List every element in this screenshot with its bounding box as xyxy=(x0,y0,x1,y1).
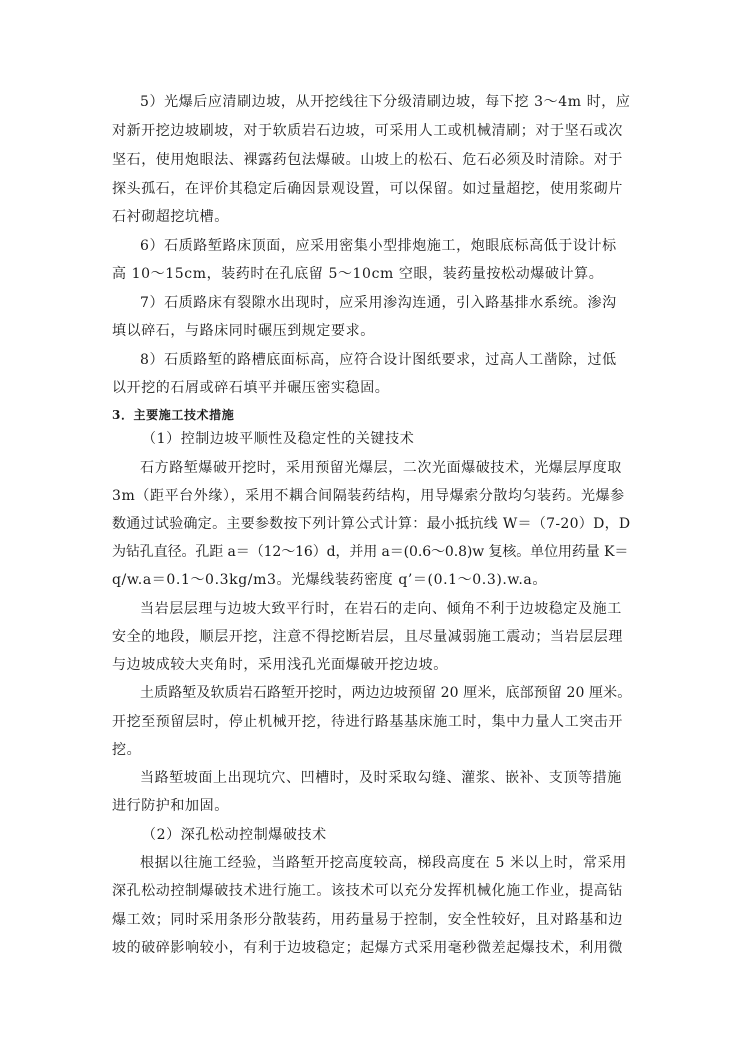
sub1-para2-line-3: 与边坡成较大夹角时，采用浅孔光面爆破开挖边坡。 xyxy=(112,657,448,673)
sub2-title: （2）深孔松动控制爆破技术 xyxy=(142,827,327,843)
item7-line-2: 填以碎石，与路床同时碾压到规定要求。 xyxy=(112,323,375,339)
sub2-para1-line-4: 坡的破碎影响较小，有利于边坡稳定；起爆方式采用毫秒微差起爆技术，利用微 xyxy=(112,940,623,956)
sub1-title: （1）控制边坡平顺性及稳定性的关键技术 xyxy=(142,431,415,447)
sub1-para1-line-3: 数通过试验确定。主要参数按下列计算公式计算：最小抵抗线 W＝（7-20）D，D xyxy=(112,516,631,532)
item5-line-3: 坚石，使用炮眼法、裸露药包法爆破。山坡上的松石、危石必须及时清除。对于 xyxy=(112,152,623,168)
sub1-para3-line-2: 开挖至预留层时，停止机械开挖，待进行路基基床施工时，集中力量人工突击开 xyxy=(112,714,623,730)
sub1-para2-line-1: 当岩层层理与边坡大致平行时，在岩石的走向、倾角不利于边坡稳定及施工 xyxy=(140,601,622,617)
sub1-para1-line-5: q/w.a＝0.1～0.3kg/m3。光爆线装药密度 q’＝(0.1～0.3).w.a。 xyxy=(112,572,547,588)
item8-line-1: 8）石质路堑的路槽底面标高，应符合设计图纸要求，过高人工凿除，过低 xyxy=(140,352,617,368)
sub2-para1-line-3: 爆工效；同时采用条形分散装药，用药量易于控制，安全性较好，且对路基和边 xyxy=(112,912,623,928)
sub1-para1-line-2: 3m（距平台外缘），采用不耦合间隔装药结构，用导爆索分散均匀装药。光爆参 xyxy=(112,488,625,504)
item6-line-1: 6）石质路堑路床顶面，应采用密集小型排炮施工，炮眼底标高低于设计标 xyxy=(140,238,617,254)
item8-line-2: 以开挖的石屑或碎石填平并碾压密实稳固。 xyxy=(112,380,390,396)
item5-line-5: 石衬砌超挖坑槽。 xyxy=(112,209,229,225)
item6-line-2: 高 10～15cm，装药时在孔底留 5～10cm 空眼，装药量按松动爆破计算。 xyxy=(112,266,604,282)
section3-heading: 3．主要施工技术措施 xyxy=(112,408,235,422)
sub1-para4-line-1: 当路堑坡面上出现坑穴、凹槽时，及时采取勾缝、灌浆、嵌补、支顶等措施 xyxy=(140,770,622,786)
item5-line-2: 对新开挖边坡刷坡，对于软质岩石边坡，可采用人工或机械清刷；对于坚石或次 xyxy=(112,123,623,139)
sub2-para1-line-2: 深孔松动控制爆破技术进行施工。该技术可以充分发挥机械化施工作业，提高钻 xyxy=(112,883,623,899)
item5-line-4: 探头孤石，在评价其稳定后确因景观设置，可以保留。如过量超挖，使用浆砌片 xyxy=(112,181,623,197)
sub1-para1-line-1: 石方路堑爆破开挖时，采用预留光爆层，二次光面爆破技术，光爆层厚度取 xyxy=(140,460,622,476)
sub1-para3-line-3: 挖。 xyxy=(112,742,142,758)
sub2-para1-line-1: 根据以往施工经验，当路堑开挖高度较高，梯段高度在 5 米以上时，常采用 xyxy=(140,855,627,871)
sub1-para1-line-4: 为钻孔直径。孔距 a＝（12～16）d，并用 a＝(0.6～0.8)w 复核。单位用药量 K＝ xyxy=(112,544,629,560)
item5-line-1: 5）光爆后应清刷边坡，从开挖线往下分级清刷边坡，每下挖 3～4m 时，应 xyxy=(140,94,631,110)
item7-line-1: 7）石质路床有裂隙水出现时，应采用渗沟连通，引入路基排水系统。渗沟 xyxy=(140,295,617,311)
sub1-para4-line-2: 进行防护和加固。 xyxy=(112,798,229,814)
sub1-para2-line-2: 安全的地段，顺层开挖，注意不得挖断岩层，且尽量减弱施工震动；当岩层层理 xyxy=(112,629,623,645)
sub1-para3-line-1: 土质路堑及软质岩石路堑开挖时，两边边坡预留 20 厘米，底部预留 20 厘米。 xyxy=(140,685,632,701)
